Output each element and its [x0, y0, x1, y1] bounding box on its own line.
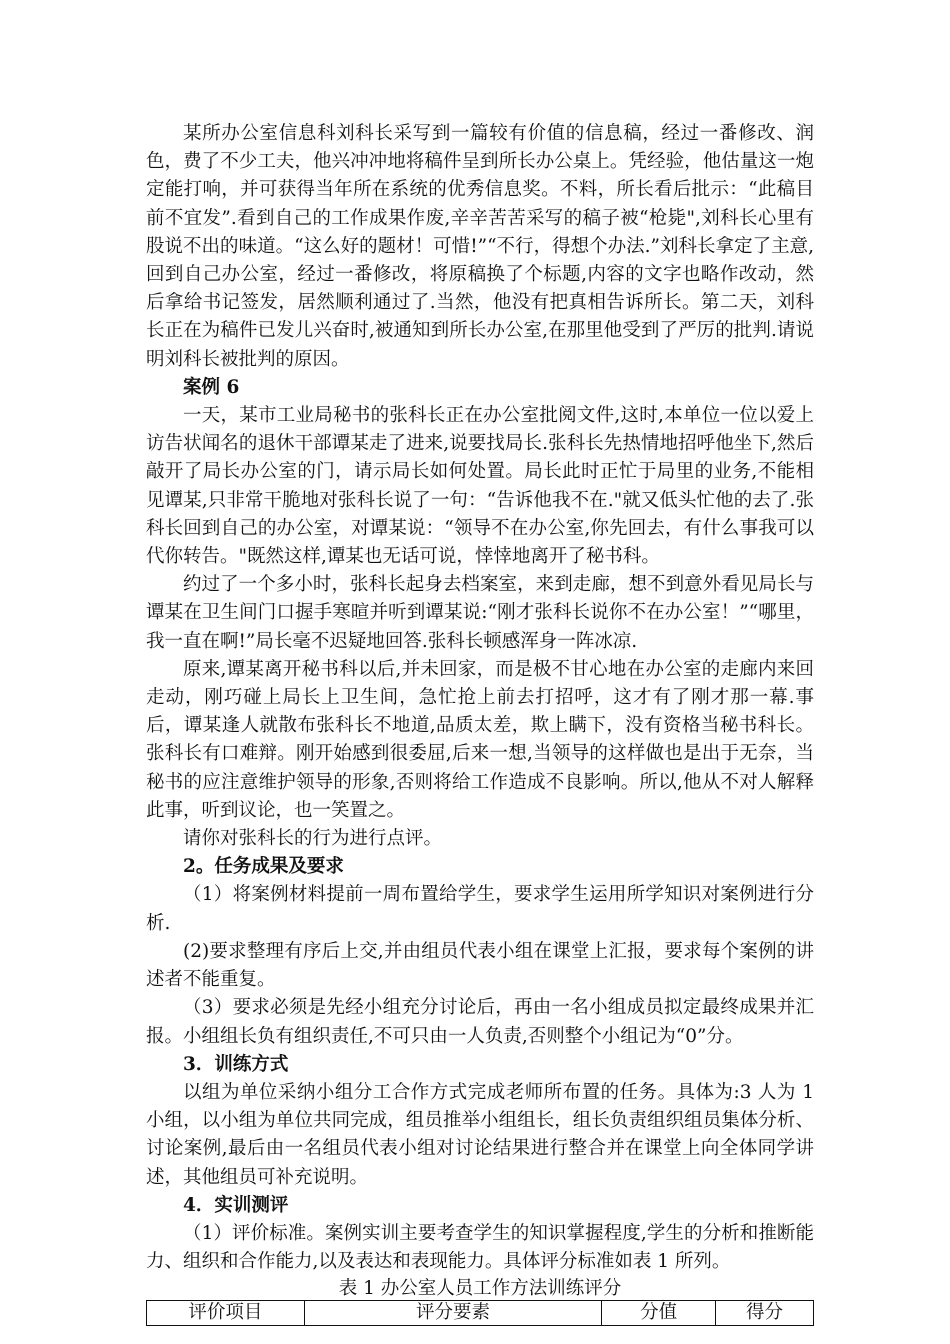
paragraph-requirement-2: (2)要求整理有序后上交,并由组员代表小组在课堂上汇报，要求每个案例的讲述者不能重复。	[146, 940, 814, 991]
paragraph-evaluation-criteria: （1）评价标准。案例实训主要考查学生的知识掌握程度,学生的分析和推断能力、组织和合作能力,以及表达和表现能力。具体评分标准如表 1 所列。	[146, 1222, 814, 1273]
header-evaluation-item: 评价项目	[147, 1301, 305, 1326]
paragraph-case5-body: 某所办公室信息科刘科长采写到一篇较有价值的信息稿，经过一番修改、润色，费了不少工夫，他兴冲冲地将稿件呈到所长办公桌上。凭经验，他估量这一炮定能打响，并可获得当年所在系统的优秀信息奖。不料，所长看后批示：“此稿目前不宜发”.看到自己的工作成果作废,辛辛苦苦采写的稿子被“枪毙",刘科长心里有股说不出的味道。“这么好的题材！可惜!”“不行，得想个办法.”刘科长拿定了主意,回到自己办公室，经过一番修改，将原稿换了个标题,内容的文字也略作改动，然后拿给书记签发，居然顺利通过了.当然，他没有把真相告诉所长。第二天，刘科长正在为稿件已发儿兴奋时,被通知到所长办公室,在那里他受到了严厉的批判.请说明刘科长被批判的原因。	[146, 123, 814, 370]
header-points: 分值	[602, 1301, 716, 1326]
scoring-table	[146, 1300, 814, 1326]
paragraph-training-method: 以组为单位采纳小组分工合作方式完成老师所布置的任务。具体为:3 人为 1 小组，以小组为单位共同完成，组员推举小组组长，组长负责组织组员集体分析、讨论案例,最后由一名组员代表小组对讨论结果进行整合并在课堂上向全体同学讲述，其他组员可补充说明。	[146, 1081, 814, 1188]
paragraph-case6-part2: 约过了一个多小时，张科长起身去档案室，来到走廊，想不到意外看见局长与谭某在卫生间门口握手寒暄并听到谭某说:“刚才张科长说你不在办公室！”“哪里，我一直在啊!”局长毫不迟疑地回答.张科长顿感浑身一阵冰凉.	[146, 574, 814, 652]
paragraph-case6-question: 请你对张科长的行为进行点评。	[183, 828, 443, 850]
table-caption: 表 1 办公室人员工作方法训练评分	[338, 1278, 622, 1300]
paragraph-requirement-3: （3）要求必须是先经小组充分讨论后，再由一名小组成员拟定最终成果并汇报。小组组长负有组织责任,不可只由一人负责,否则整个小组记为“0”分。	[146, 997, 814, 1047]
heading-task-results: 2。任务成果及要求	[183, 856, 344, 878]
paragraph-case6-part1: 一天，某市工业局秘书的张科长正在办公室批阅文件,这时,本单位一位以爱上访告状闻名的退休干部谭某走了进来,说要找局长.张科长先热情地招呼他坐下,然后敲开了局长办公室的门，请示局长如何处置。局长此时正忙于局里的业务,不能相见谭某,只非常干脆地对张科长说了一句：“告诉他我不在."就又低头忙他的去了.张科长回到自己的办公室，对谭某说：“领导不在办公室,你先回去，有什么事我可以代你转告。"既然这样,谭某也无话可说，悻悻地离开了秘书科。	[146, 405, 814, 568]
document-page	[146, 120, 814, 1326]
paragraph-case6-part3: 原来,谭某离开秘书科以后,并未回家，而是极不甘心地在办公室的走廊内来回走动，刚巧碰上局长上卫生间，急忙抢上前去打招呼，这才有了刚才那一幕.事后，谭某逢人就散布张科长不地道,品质太差，欺上瞒下，没有资格当秘书科长。张科长有口难辩。刚开始感到很委屈,后来一想,当领导的这样做也是出于无奈，当秘书的应注意维护领导的形象,否则将给工作造成不良影响。所以,他从不对人解释此事，听到议论，也一笑置之。	[146, 658, 814, 821]
heading-training-evaluation: 4．实训测评	[183, 1194, 289, 1216]
heading-case-6: 案例 6	[183, 376, 240, 398]
paragraph-requirement-1: （1）将案例材料提前一周布置给学生，要求学生运用所学知识对案例进行分析.	[146, 884, 814, 934]
header-scoring-elements: 评分要素	[304, 1301, 602, 1326]
header-score: 得分	[716, 1301, 814, 1326]
heading-training-method: 3．训练方式	[183, 1053, 289, 1075]
table-header-row	[147, 1301, 814, 1326]
